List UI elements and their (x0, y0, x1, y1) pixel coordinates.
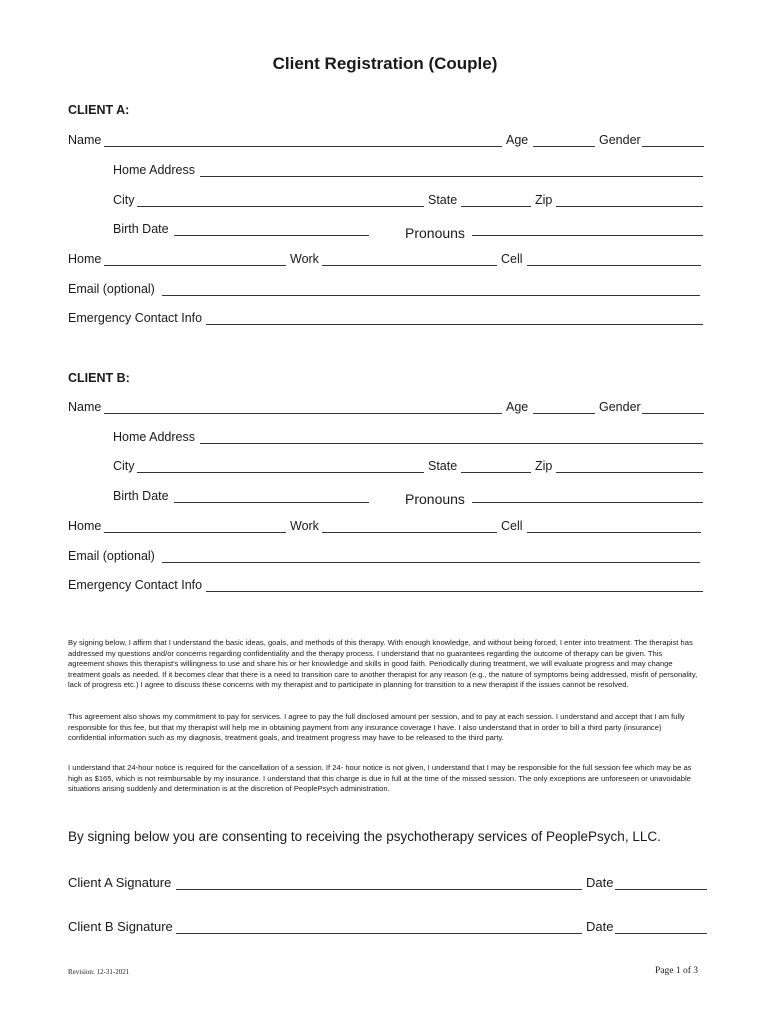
client-a-state-label: State (428, 193, 458, 207)
client-b-emergency-label: Emergency Contact Info (68, 578, 203, 592)
agreement-paragraph-3: I understand that 24-hour notice is required for the cancellation of a session. If 24- hour notice is not given, I understand that I may be responsible for the full session fee which may be as high as $165, which is not reimbursable by my insurance. I understand that this charge is due in full at the time of the missed session. The only exceptions are unforeseen or unavoidable situations arising suddenly and determination is at the discretion of PeoplePsych administration. (68, 763, 692, 793)
client-a-name-field[interactable] (104, 146, 502, 147)
client-b-signature-label: Client B Signature (68, 919, 173, 934)
client-a-age-label: Age (506, 133, 529, 147)
client-b-cell-field[interactable] (527, 532, 701, 533)
client-b-home-address-label: Home Address (113, 430, 195, 444)
client-a-home-phone-field[interactable] (104, 265, 286, 266)
client-a-gender-label: Gender (599, 133, 641, 147)
client-a-home-phone-label: Home (68, 252, 102, 266)
client-b-birth-date-field[interactable] (174, 502, 369, 503)
client-b-email-field[interactable] (162, 562, 700, 563)
client-b-home-phone-field[interactable] (104, 532, 286, 533)
client-b-work-phone-field[interactable] (322, 532, 497, 533)
client-b-city-field[interactable] (137, 472, 424, 473)
client-b-zip-field[interactable] (556, 472, 703, 473)
client-b-email-label: Email (optional) (68, 549, 155, 563)
client-a-emergency-field[interactable] (206, 324, 703, 325)
client-b-home-address-field[interactable] (200, 443, 703, 444)
client-b-pronouns-field[interactable] (472, 502, 703, 503)
client-a-signature-label: Client A Signature (68, 875, 172, 890)
client-a-pronouns-label: Pronouns (405, 225, 465, 241)
client-a-age-field[interactable] (533, 146, 595, 147)
client-a-birth-date-label: Birth Date (113, 222, 169, 236)
client-b-work-phone-label: Work (290, 519, 319, 533)
client-b-age-label: Age (506, 400, 529, 414)
client-b-name-label: Name (68, 400, 102, 414)
client-a-state-field[interactable] (461, 206, 531, 207)
client-b-home-phone-label: Home (68, 519, 102, 533)
client-b-zip-label: Zip (535, 459, 553, 473)
client-b-emergency-field[interactable] (206, 591, 703, 592)
client-a-pronouns-field[interactable] (472, 235, 703, 236)
client-a-emergency-label: Emergency Contact Info (68, 311, 203, 325)
client-b-cell-label: Cell (501, 519, 523, 533)
client-b-gender-label: Gender (599, 400, 641, 414)
client-b-name-field[interactable] (104, 413, 502, 414)
client-a-city-field[interactable] (137, 206, 424, 207)
client-b-signature-field[interactable] (176, 933, 582, 934)
client-a-cell-label: Cell (501, 252, 523, 266)
client-a-date-field[interactable] (615, 889, 707, 890)
client-a-gender-field[interactable] (642, 146, 704, 147)
client-a-header: CLIENT A: (68, 103, 130, 117)
client-b-header: CLIENT B: (68, 371, 130, 385)
client-a-date-label: Date (586, 875, 614, 890)
client-a-email-field[interactable] (162, 295, 700, 296)
client-a-name-label: Name (68, 133, 102, 147)
client-a-work-phone-field[interactable] (322, 265, 497, 266)
client-a-cell-field[interactable] (527, 265, 701, 266)
client-a-zip-label: Zip (535, 193, 553, 207)
page-number: Page 1 of 3 (655, 966, 699, 976)
agreement-paragraph-1: By signing below, I affirm that I understand the basic ideas, goals, and methods of this therapy. With enough knowledge, and without being forced, I enter into treatment. The therapist has addressed my questions and/or concerns regarding confidentiality and the therapy process. I understand that no guarantees regarding the outcome of therapy can be given. This agreement shows this therapist's willingness to use and share his or her knowledge and skills in good faith. Periodically during treatment, we will evaluate progress and may change treatment goals as needed. If it becomes clear that there is a need to transition care to another therapist for any reason (e.g., the nature of symptoms being addressed, misfit of personality, lack of progress etc.) I agree to discuss these concerns with my therapist and to participate in planning for transition to a new therapist if the issues cannot be resolved. (68, 638, 698, 689)
client-a-work-phone-label: Work (290, 252, 319, 266)
client-a-home-address-field[interactable] (200, 176, 703, 177)
agreement-paragraph-2: This agreement also shows my commitment to pay for services. I agree to pay the full disclosed amount per session, and to pay at each session. I understand and accept that I am fully responsible for this fee, but that my therapist will help me in obtaining payment from any insurance coverage I have. I also understand that in order to bill a third party (insurance) confidential information such as my diagnosis, treatment goals, and treatment progress may have to be released to the third party. (68, 712, 685, 742)
client-b-gender-field[interactable] (642, 413, 704, 414)
client-b-birth-date-label: Birth Date (113, 489, 169, 503)
revision-date: Revision: 12-31-2021 (68, 968, 130, 976)
client-b-age-field[interactable] (533, 413, 595, 414)
client-b-state-field[interactable] (461, 472, 531, 473)
client-b-city-label: City (113, 459, 135, 473)
client-a-city-label: City (113, 193, 135, 207)
client-a-zip-field[interactable] (556, 206, 703, 207)
client-b-date-field[interactable] (615, 933, 707, 934)
consent-statement: By signing below you are consenting to receiving the psychotherapy services of PeoplePsych, LLC. (68, 829, 661, 844)
client-a-signature-field[interactable] (176, 889, 582, 890)
page-title: Client Registration (Couple) (272, 54, 498, 73)
client-b-date-label: Date (586, 919, 614, 934)
client-b-state-label: State (428, 459, 458, 473)
client-a-email-label: Email (optional) (68, 282, 155, 296)
client-a-home-address-label: Home Address (113, 163, 195, 177)
client-b-pronouns-label: Pronouns (405, 491, 465, 507)
client-a-birth-date-field[interactable] (174, 235, 369, 236)
